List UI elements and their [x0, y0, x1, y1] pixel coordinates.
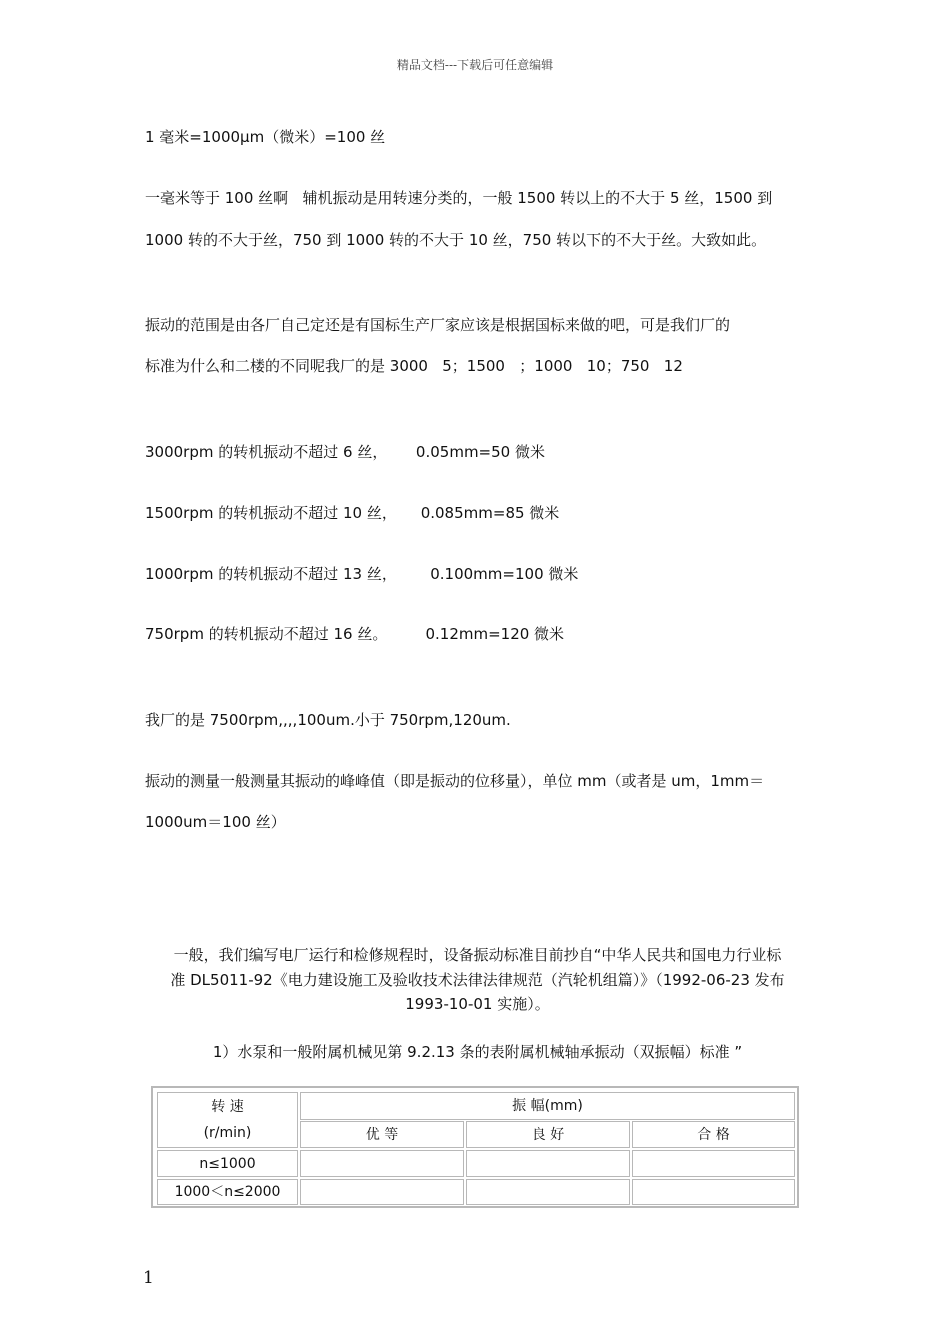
text-line-12: 1000um＝100 丝）	[145, 813, 286, 831]
text-line-5: 标准为什么和二楼的不同呢我厂的是 3000 5；1500 ；1000 10；750 12	[145, 357, 683, 375]
table-caption: 1）水泵和一般附属机械见第 9.2.13 条的表附属机械轴承振动（双振幅）标准 ”	[212, 1043, 743, 1061]
text-line-1: 1 毫米=1000μm（微米）=100 丝	[145, 128, 386, 146]
table-row-2-good	[466, 1179, 630, 1205]
text-line-6: 3000rpm 的转机振动不超过 6 丝， 0.05mm=50 微米	[145, 443, 545, 461]
grade-header-label: 优 等	[365, 1126, 399, 1143]
paragraph-line-2: 准 DL5011-92《电力建设施工及验收技术法律法律规范（汽轮机组篇）》（1992-06-23 发布	[170, 971, 785, 989]
table-row-1-speed	[157, 1150, 298, 1177]
text-line-10: 我厂的是 7500rpm,,,,100um.小于 750rpm,120um.	[145, 711, 511, 729]
text-line-9: 750rpm 的转机振动不超过 16 丝。 0.12mm=120 微米	[145, 625, 565, 643]
table-row-2-qualified	[632, 1179, 795, 1205]
table-row-1-excellent	[300, 1150, 464, 1177]
amplitude-header-cell	[300, 1092, 795, 1120]
grade-header-label: 良 好	[531, 1126, 565, 1143]
text-line-2: 一毫米等于 100 丝啊 辅机振动是用转速分类的，一般 1500 转以上的不大于 5 丝，1500 到	[145, 189, 773, 207]
page-number: 1	[143, 1268, 154, 1288]
table-row-1-qualified	[632, 1150, 795, 1177]
page-header: 精品文档---下载后可任意编辑	[396, 58, 554, 72]
speed-header-unit: (r/min)	[203, 1125, 252, 1141]
speed-header-cell	[157, 1092, 298, 1148]
paragraph-line-1: 一般，我们编写电厂运行和检修规程时，设备振动标准目前抄自“中华人民共和国电力行业标	[173, 946, 782, 964]
table-row-1-good	[466, 1150, 630, 1177]
text-line-3: 1000 转的不大于丝，750 到 1000 转的不大于 10 丝，750 转以下的不大于丝。大致如此。	[145, 231, 767, 249]
table-row-2-excellent	[300, 1179, 464, 1205]
grade-header-excellent	[300, 1121, 464, 1148]
text-line-7: 1500rpm 的转机振动不超过 10 丝， 0.085mm=85 微米	[145, 504, 560, 522]
grade-header-qualified	[632, 1121, 795, 1148]
table-row-2-speed	[157, 1179, 298, 1205]
vibration-standard-table	[151, 1086, 799, 1208]
speed-value: 1000＜n≤2000	[174, 1184, 281, 1200]
text-line-4: 振动的范围是由各厂自己定还是有国标生产厂家应该是根据国标来做的吧，可是我们厂的	[145, 316, 731, 334]
grade-header-good	[466, 1121, 630, 1148]
speed-value: n≤1000	[199, 1155, 256, 1172]
grade-header-label: 合 格	[697, 1126, 730, 1143]
text-line-8: 1000rpm 的转机振动不超过 13 丝， 0.100mm=100 微米	[145, 565, 579, 583]
paragraph-line-3: 1993-10-01 实施）。	[405, 995, 550, 1013]
text-line-11: 振动的测量一般测量其振动的峰峰值（即是振动的位移量），单位 mm（或者是 um，1mm＝	[145, 772, 765, 790]
amplitude-header-label: 振 幅(mm)	[512, 1098, 583, 1114]
speed-header-label: 转 速	[211, 1099, 244, 1115]
